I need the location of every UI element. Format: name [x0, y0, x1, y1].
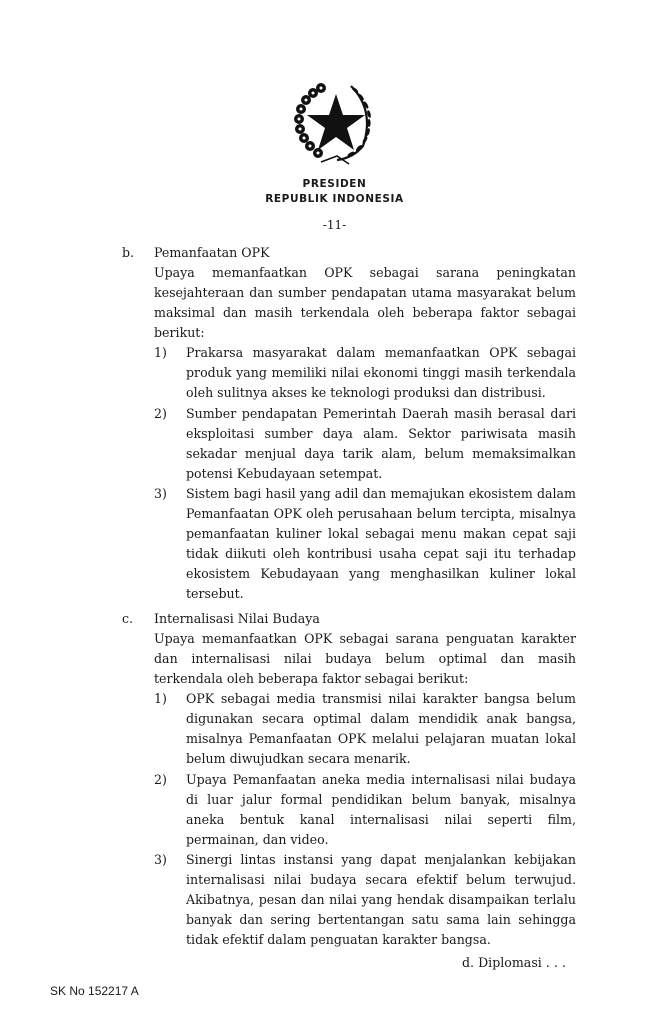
section-c-item-2-line: Upaya Pemanfaatan aneka media internalisasi nilai budaya [186, 772, 576, 787]
section-b-intro-line: Upaya memanfaatkan OPK sebagai sarana peningkatan [154, 265, 576, 280]
section-c-intro-line: terkendala oleh beberapa faktor sebagai berikut: [154, 671, 469, 686]
section-b-item-3-line: pemanfaatan kuliner lokal sebagai menu makan cepat saji [186, 526, 576, 541]
document-reference: SK No 152217 A [50, 984, 139, 998]
section-b-item-3-line: tersebut. [186, 586, 244, 601]
section-c-title: Internalisasi Nilai Budaya [154, 611, 320, 626]
section-c-item-3-line: tidak efektif dalam penguatan karakter bangsa. [186, 932, 491, 947]
section-b-item-3-line: tidak diikuti oleh kontribusi usaha cepat saji itu terhadap [186, 546, 576, 561]
section-c-item-1-line: digunakan secara optimal dalam mendidik anak bangsa, [186, 711, 576, 726]
section-b-item-marker: 2) [154, 406, 167, 421]
section-c-item-2-line: permainan, dan video. [186, 832, 329, 847]
section-b-item-2-line: potensi Kebudayaan setempat. [186, 466, 383, 481]
section-b-title: Pemanfaatan OPK [154, 245, 270, 260]
section-b-item-1-line: Prakarsa masyarakat dalam memanfaatkan OPK sebagai [186, 345, 576, 360]
next-page-catchword: d. Diplomasi . . . [462, 955, 566, 970]
section-c-intro-line: Upaya memanfaatkan OPK sebagai sarana penguatan karakter [154, 631, 576, 646]
page-number: -11- [322, 218, 347, 232]
section-c-item-3-line: banyak dan sering bertentangan satu sama lain sehingga [186, 912, 576, 927]
section-b-item-1-line: oleh sulitnya akses ke teknologi produksi dan distribusi. [186, 385, 546, 400]
section-c-item-1-line: belum diwujudkan secara menarik. [186, 751, 411, 766]
header-republic: REPUBLIK INDONESIA [265, 193, 404, 205]
section-b-intro-line: kesejahteraan dan sumber pendapatan utama masyarakat belum [154, 285, 576, 300]
header-president: PRESIDEN [302, 178, 367, 190]
section-c-item-3-line: internalisasi nilai budaya secara efektif belum terwujud. [186, 872, 576, 887]
section-b-item-2-line: sekadar menjual daya tarik alam, belum memaksimalkan [186, 446, 576, 461]
section-b-item-2-line: eksploitasi sumber daya alam. Sektor pariwisata masih [186, 426, 576, 441]
section-b-item-1-line: produk yang memiliki nilai ekonomi tinggi masih terkendala [186, 365, 576, 380]
section-c-item-3-line: Akibatnya, pesan dan nilai yang hendak disampaikan terlalu [186, 892, 576, 907]
section-c-item-1-line: misalnya Pemanfaatan OPK melalui pelajaran muatan lokal [186, 731, 576, 746]
section-c-intro-line: dan internalisasi nilai budaya belum optimal dan masih [154, 651, 576, 666]
section-c-item-2-line: di luar jalur formal pendidikan belum banyak, misalnya [186, 792, 576, 807]
section-b-item-marker: 3) [154, 486, 167, 501]
section-c-marker: c. [122, 611, 134, 626]
section-b-item-marker: 1) [154, 345, 167, 360]
section-b-intro-line: maksimal dan masih terkendala oleh beberapa faktor sebagai [154, 305, 576, 320]
section-b-item-3-line: Pemanfaatan OPK oleh perusahaan belum tercipta, misalnya [186, 506, 576, 521]
section-c-item-1-line: OPK sebagai media transmisi nilai karakter bangsa belum [186, 691, 576, 706]
section-c-item-2-line: aneka bentuk kanal internalisasi nilai seperti film, [186, 812, 576, 827]
section-b-item-3-line: Sistem bagi hasil yang adil dan memajukan ekosistem dalam [186, 486, 576, 501]
presidential-emblem-icon [291, 80, 381, 166]
section-b-marker: b. [122, 245, 135, 260]
section-c-item-marker: 1) [154, 691, 167, 706]
section-c-item-marker: 3) [154, 852, 167, 867]
section-b-item-2-line: Sumber pendapatan Pemerintah Daerah masih berasal dari [186, 406, 576, 421]
section-c-item-marker: 2) [154, 772, 167, 787]
section-b-item-3-line: ekosistem Kebudayaan yang menghasilkan kuliner lokal [186, 566, 576, 581]
section-b-intro-line: berikut: [154, 325, 205, 340]
section-c-item-3-line: Sinergi lintas instansi yang dapat menjalankan kebijakan [186, 852, 576, 867]
